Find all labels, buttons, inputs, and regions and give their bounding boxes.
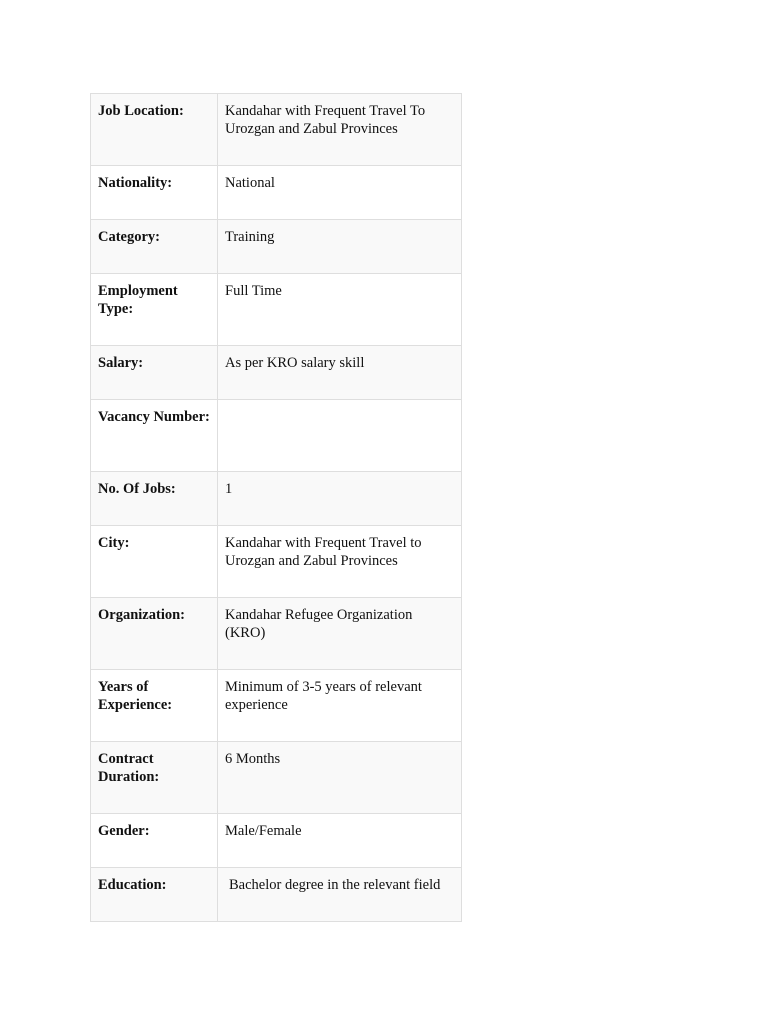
education-value: Bachelor degree in the relevant field bbox=[218, 868, 462, 922]
table-row-nationality bbox=[91, 166, 462, 220]
salary-value: As per KRO salary skill bbox=[218, 346, 462, 400]
city-label: City: bbox=[91, 526, 218, 598]
nationality-label: Nationality: bbox=[91, 166, 218, 220]
table-row-gender bbox=[91, 814, 462, 868]
table-row-education bbox=[91, 868, 462, 922]
job-location-label: Job Location: bbox=[91, 94, 218, 166]
table-row-organization bbox=[91, 598, 462, 670]
no-of-jobs-label: No. Of Jobs: bbox=[91, 472, 218, 526]
contract-duration-label: Contract Duration: bbox=[91, 742, 218, 814]
table-row-employment-type bbox=[91, 274, 462, 346]
table-row-category bbox=[91, 220, 462, 274]
nationality-value: National bbox=[218, 166, 462, 220]
organization-value: Kandahar Refugee Organization (KRO) bbox=[218, 598, 462, 670]
organization-label: Organization: bbox=[91, 598, 218, 670]
years-of-experience-label: Years of Experience: bbox=[91, 670, 218, 742]
gender-value: Male/Female bbox=[218, 814, 462, 868]
education-label: Education: bbox=[91, 868, 218, 922]
gender-label: Gender: bbox=[91, 814, 218, 868]
vacancy-number-label: Vacancy Number: bbox=[91, 400, 218, 472]
table-row-vacancy-number bbox=[91, 400, 462, 472]
contract-duration-value: 6 Months bbox=[218, 742, 462, 814]
table-row-contract-duration bbox=[91, 742, 462, 814]
table-row-years-of-experience bbox=[91, 670, 462, 742]
years-of-experience-value: Minimum of 3-5 years of relevant experience bbox=[218, 670, 462, 742]
table-row-no-of-jobs bbox=[91, 472, 462, 526]
job-location-value: Kandahar with Frequent Travel To Urozgan and Zabul Provinces bbox=[218, 94, 462, 166]
salary-label: Salary: bbox=[91, 346, 218, 400]
vacancy-number-value bbox=[218, 400, 462, 472]
no-of-jobs-value: 1 bbox=[218, 472, 462, 526]
employment-type-label: Employment Type: bbox=[91, 274, 218, 346]
city-value: Kandahar with Frequent Travel to Urozgan and Zabul Provinces bbox=[218, 526, 462, 598]
table-row-salary bbox=[91, 346, 462, 400]
table-row-city bbox=[91, 526, 462, 598]
employment-type-value: Full Time bbox=[218, 274, 462, 346]
category-label: Category: bbox=[91, 220, 218, 274]
table-row-job-location bbox=[91, 94, 462, 166]
category-value: Training bbox=[218, 220, 462, 274]
job-details-table bbox=[90, 93, 462, 922]
